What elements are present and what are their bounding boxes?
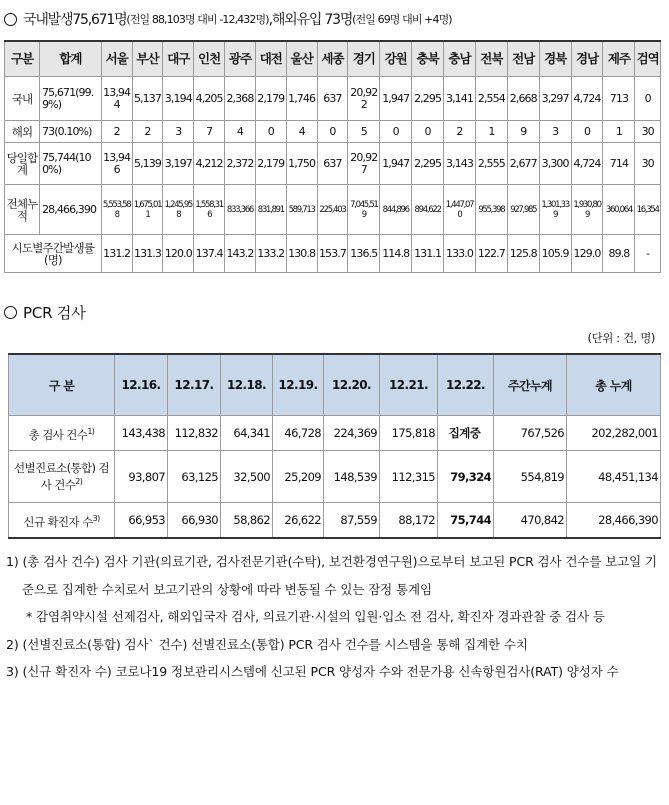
table-cell: 894,622 [412,185,444,235]
table-cell: 7 [194,121,225,143]
table-cell: 30 [635,143,661,185]
table-cell: 3,194 [163,77,194,121]
table-cell: 360,064 [603,185,635,235]
table-cell: 5,553,588 [101,185,132,235]
table-cell: 3 [539,121,571,143]
table-cell: 0 [571,121,603,143]
table1-header-cell: 구분 [5,41,40,77]
table-cell: 87,559 [324,503,380,539]
heading-domestic-label: 국내발생 [23,12,73,28]
table-cell: 133.2 [255,235,286,273]
table-cell: 1 [475,121,507,143]
table-cell: 713 [603,77,635,121]
table1-header-cell: 인천 [194,41,225,77]
table-cell: 202,282,001 [567,416,661,451]
table-cell: 25,209 [273,451,324,503]
row-label: 전체누적 [5,185,40,235]
table-cell: 89.8 [603,235,635,273]
unit-label: (단위 : 건, 명) [587,331,655,345]
table-cell: 2 [444,121,476,143]
table1-header-cell: 전북 [475,41,507,77]
table2-header-cell: 총 누계 [567,354,661,416]
table1-header-cell: 대구 [163,41,194,77]
table-cell: 2,295 [412,77,444,121]
heading-domestic-count: 75,671명 [72,12,127,28]
table-cell: 4,212 [194,143,225,185]
table2-header-cell: 12.19. [273,354,324,416]
table2-row-screening-tests [9,451,661,503]
table-cell: 130.8 [286,235,317,273]
table-cell: 714 [603,143,635,185]
table-cell: 3,143 [444,143,476,185]
table-cell: 1,245,958 [163,185,194,235]
table1-header-cell: 부산 [132,41,163,77]
table-cell: 66,930 [168,503,221,539]
table-cell: 1 [603,121,635,143]
row-label [9,416,115,451]
table-cell: 5 [348,121,380,143]
table1-header-cell: 세종 [317,41,348,77]
row-label [9,503,115,539]
table-cell: 9 [507,121,539,143]
table-cell: 131.1 [412,235,444,273]
table1-header-cell: 경북 [539,41,571,77]
row-total: 28,466,390 [40,185,102,235]
table-cell: 7,045,519 [348,185,380,235]
table-cell: 2,555 [475,143,507,185]
table2-header-cell: 주간누계 [494,354,567,416]
footnote-3: 3) (신규 확진자 수) 코로나19 정보관리시스템에 신고된 PCR 양성자 수와 전문가용 신속항원검사(RAT) 양성자 수 [6,664,619,679]
table-cell: 2 [101,121,132,143]
table-cell: 4,724 [571,77,603,121]
table-cell: 2,179 [255,77,286,121]
table1-header-cell: 울산 [286,41,317,77]
table1-row-domestic [5,77,661,121]
table-cell: 0 [380,121,412,143]
table-cell: 1,301,339 [539,185,571,235]
table-cell: 3,141 [444,77,476,121]
table-cell: 66,953 [115,503,168,539]
table1-header-cell: 합계 [40,41,102,77]
table-cell: 4,205 [194,77,225,121]
table-cell: 1,447,070 [444,185,476,235]
footnote-1-detail: * 감염취약시설 선제검사, 해외입국자 검사, 의료기관·시설의 입원·입소 전 검사, 확진자 경과관찰 중 검사 등 [26,609,605,624]
table-cell: 1,947 [380,77,412,121]
table-cell: 16,354 [635,185,661,235]
table-cell: 844,896 [380,185,412,235]
heading-overseas-change: (전일 69명 대비 +4명) [352,13,452,26]
table-cell: 136.5 [348,235,380,273]
row-total: 73(0.10%) [40,121,102,143]
table-cell: 143.2 [225,235,256,273]
table-cell: 114.8 [380,235,412,273]
table-cell: 75,744 [438,503,494,539]
table1-header-cell: 대전 [255,41,286,77]
table-cell: 2,677 [507,143,539,185]
table-cell: 4,724 [571,143,603,185]
table1-header-cell: 경기 [348,41,380,77]
table-cell: 112,315 [380,451,438,503]
table-cell: 105.9 [539,235,571,273]
row-label: 시도별주간발생률(명) [5,235,102,273]
table-cell: 63,125 [168,451,221,503]
table-cell: 637 [317,143,348,185]
table-cell: 831,891 [255,185,286,235]
heading-domestic-change: (전일 88,103명 대비 -12,432명) [126,13,269,26]
table2-header-cell: 12.22. [438,354,494,416]
table-cell: 3,300 [539,143,571,185]
table-cell: 5,139 [132,143,163,185]
table2-header-cell: 12.20. [324,354,380,416]
table2-header-cell: 12.21. [380,354,438,416]
table-cell: 3,197 [163,143,194,185]
table-cell: 5,137 [132,77,163,121]
table-cell: 833,366 [225,185,256,235]
row-label: 국내 [5,77,40,121]
table1-header-cell: 광주 [225,41,256,77]
section-1-heading [4,4,452,34]
table-cell: 133.0 [444,235,476,273]
table1-header-cell: 충북 [412,41,444,77]
table-cell: 175,818 [380,416,438,451]
footnote-marker: 3) [92,513,100,523]
table-cell: 26,622 [273,503,324,539]
row-label: 해외 [5,121,40,143]
circle-bullet-icon [4,13,17,26]
table-cell: 32,500 [221,451,273,503]
table2-row-total-tests [9,416,661,451]
table-cell: 589,713 [286,185,317,235]
table-cell: 131.2 [101,235,132,273]
footnote-marker: 2) [75,476,83,486]
table-cell: 224,369 [324,416,380,451]
table-cell: 125.8 [507,235,539,273]
table-cell: - [635,235,661,273]
table-cell: 112,832 [168,416,221,451]
table-cell: 637 [317,77,348,121]
table1-header-row [5,41,661,77]
table-cell: 1,746 [286,77,317,121]
table-cell: 955,398 [475,185,507,235]
table-cell: 3 [163,121,194,143]
footnote-1: 1) (총 검사 건수) 검사 기관(의료기관, 검사전문기관(수탁), 보건환경연구원)으로부터 보고된 PCR 검사 건수를 보고일 기준으로 집계한 수치로서 보고기관의 상황에 따라 변동될 수 있는 잠정 통계임 [6,554,657,597]
circle-bullet-icon [4,306,17,319]
table2-header-cell: 12.16. [115,354,168,416]
table-cell: 58,862 [221,503,273,539]
table2-header-cell: 구 분 [9,354,115,416]
table-cell: 3,297 [539,77,571,121]
table-cell: 20,922 [348,77,380,121]
row-label-text: 선별진료소(통합) 검사 건수 [14,460,109,492]
table-cell: 1,558,316 [194,185,225,235]
table-cell: 143,438 [115,416,168,451]
row-label: 당일합계 [5,143,40,185]
table1-row-daily-total [5,143,661,185]
table-cell: 46,728 [273,416,324,451]
table-cell: 122.7 [475,235,507,273]
table1-row-weekly-rate [5,235,661,273]
table-cell: 2,668 [507,77,539,121]
table-cell: 1,675,011 [132,185,163,235]
table-cell: 470,842 [494,503,567,539]
table1-row-overseas [5,121,661,143]
table-cell: 2,554 [475,77,507,121]
table-cell: 153.7 [317,235,348,273]
table-cell: 2,179 [255,143,286,185]
table1-header-cell: 강원 [380,41,412,77]
table-cell: 554,819 [494,451,567,503]
table-cell: 137.4 [194,235,225,273]
table-cell: 집계중 [438,416,494,451]
table-cell: 148,539 [324,451,380,503]
table-cell: 64,341 [221,416,273,451]
table-cell: 767,526 [494,416,567,451]
footnotes [6,548,661,686]
footnote-marker: 1) [87,426,95,436]
table-cell: 2,295 [412,143,444,185]
table-cell: 225,403 [317,185,348,235]
table-cell: 20,927 [348,143,380,185]
table1-header-cell: 충남 [444,41,476,77]
table2-header-cell: 12.17. [168,354,221,416]
table-cell: 28,466,390 [567,503,661,539]
table2-header-cell: 12.18. [221,354,273,416]
table-cell: 927,985 [507,185,539,235]
pcr-section-title: PCR 검사 [23,303,86,322]
table1-header-cell: 전남 [507,41,539,77]
table-cell: 13,944 [101,77,132,121]
pcr-test-table [8,353,661,539]
table-cell: 79,324 [438,451,494,503]
table2-row-new-cases [9,503,661,539]
table-cell: 48,451,134 [567,451,661,503]
table-cell: 129.0 [571,235,603,273]
table1-header-cell: 서울 [101,41,132,77]
table1-header-cell: 검역 [635,41,661,77]
table-cell: 0 [255,121,286,143]
table-cell: 120.0 [163,235,194,273]
row-label-text: 총 검사 건수 [28,427,88,442]
row-label [9,451,115,503]
table-cell: 131.3 [132,235,163,273]
table1-header-cell: 경남 [571,41,603,77]
table-cell: 13,946 [101,143,132,185]
table-cell: 0 [317,121,348,143]
table2-header-row [9,354,661,416]
table1-row-cumulative [5,185,661,235]
table-cell: 4 [225,121,256,143]
table-cell: 0 [635,77,661,121]
table-cell: 2,372 [225,143,256,185]
row-label-text: 신규 확진자 수 [23,514,93,529]
table1-header-cell: 제주 [603,41,635,77]
table-cell: 1,947 [380,143,412,185]
table-cell: 0 [412,121,444,143]
table-cell: 1,750 [286,143,317,185]
section-2-heading [4,298,86,326]
row-total: 75,671(99.9%) [40,77,102,121]
table-cell: 2,368 [225,77,256,121]
table-cell: 4 [286,121,317,143]
regional-cases-table [4,40,661,273]
heading-overseas-count: ,해외유입 73명 [268,12,353,28]
row-total: 75,744(100%) [40,143,102,185]
table-cell: 88,172 [380,503,438,539]
table-cell: 93,807 [115,451,168,503]
footnote-2: 2) (선별진료소(통합) 검사` 건수) 선별진료소(통합) PCR 검사 건수를 시스템을 통해 집계한 수치 [6,636,528,652]
table-cell: 30 [635,121,661,143]
table-cell: 1,930,809 [571,185,603,235]
table-cell: 2 [132,121,163,143]
